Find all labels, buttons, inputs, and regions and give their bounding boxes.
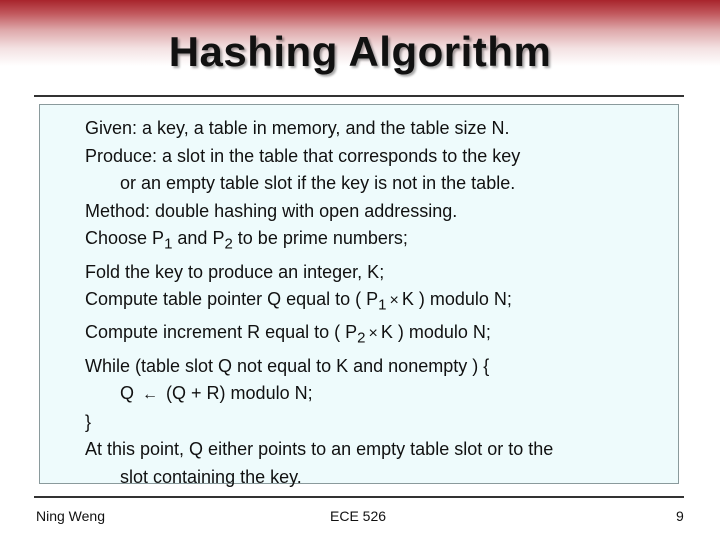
compute-q-text-a: Compute table pointer Q equal to ( P bbox=[85, 289, 379, 310]
compute-r-text-a: Compute increment R equal to ( P bbox=[85, 322, 358, 343]
footer-course: ECE 526 bbox=[330, 508, 387, 524]
bottom-rule bbox=[34, 496, 684, 498]
assign-line bbox=[85, 380, 668, 409]
fold-line: Fold the key to produce an integer, K; bbox=[85, 261, 385, 282]
given-line: Given: a key, a table in memory, and the table size N. bbox=[85, 118, 510, 138]
result-line: At this point, Q either points to an empty table slot or to the bbox=[85, 439, 554, 460]
p1-subscript: 1 bbox=[164, 235, 173, 253]
slide-title: Hashing Algorithm bbox=[168, 28, 552, 75]
choose-text-b: and P bbox=[172, 228, 225, 249]
footer-page-number: 9 bbox=[676, 508, 684, 524]
choose-text-a: Choose P bbox=[85, 228, 165, 249]
method-line: Method: double hashing with open addressing. bbox=[85, 200, 458, 221]
left-arrow-icon: ← bbox=[142, 386, 159, 404]
produce-line: Produce: a slot in the table that corresponds to the key bbox=[85, 145, 521, 166]
p2-subscript: 2 bbox=[224, 235, 233, 253]
assign-target: Q bbox=[120, 383, 135, 404]
choose-primes-line bbox=[85, 225, 668, 258]
close-brace-line: } bbox=[85, 411, 92, 432]
produce-continuation-line: or an empty table slot if the key is not in the table. bbox=[120, 173, 516, 194]
multiply-symbol: × bbox=[389, 292, 399, 310]
compute-q-subscript: 1 bbox=[378, 296, 387, 314]
multiply-symbol: × bbox=[368, 325, 378, 343]
choose-text-c: to be prime numbers; bbox=[232, 228, 408, 249]
while-line: While (table slot Q not equal to K and nonempty ) { bbox=[85, 355, 490, 376]
algorithm-text bbox=[85, 115, 668, 492]
compute-q-text-b: K ) modulo N; bbox=[401, 289, 512, 310]
compute-r-line bbox=[85, 319, 668, 352]
algorithm-box bbox=[39, 104, 679, 487]
top-rule bbox=[34, 95, 684, 97]
compute-r-text-b: K ) modulo N; bbox=[380, 322, 491, 343]
assign-expression: (Q + R) modulo N; bbox=[166, 383, 313, 404]
compute-r-subscript: 2 bbox=[357, 329, 366, 347]
compute-q-line bbox=[85, 286, 668, 319]
result-continuation-line: slot containing the key. bbox=[120, 466, 302, 487]
footer-author: Ning Weng bbox=[36, 508, 106, 524]
